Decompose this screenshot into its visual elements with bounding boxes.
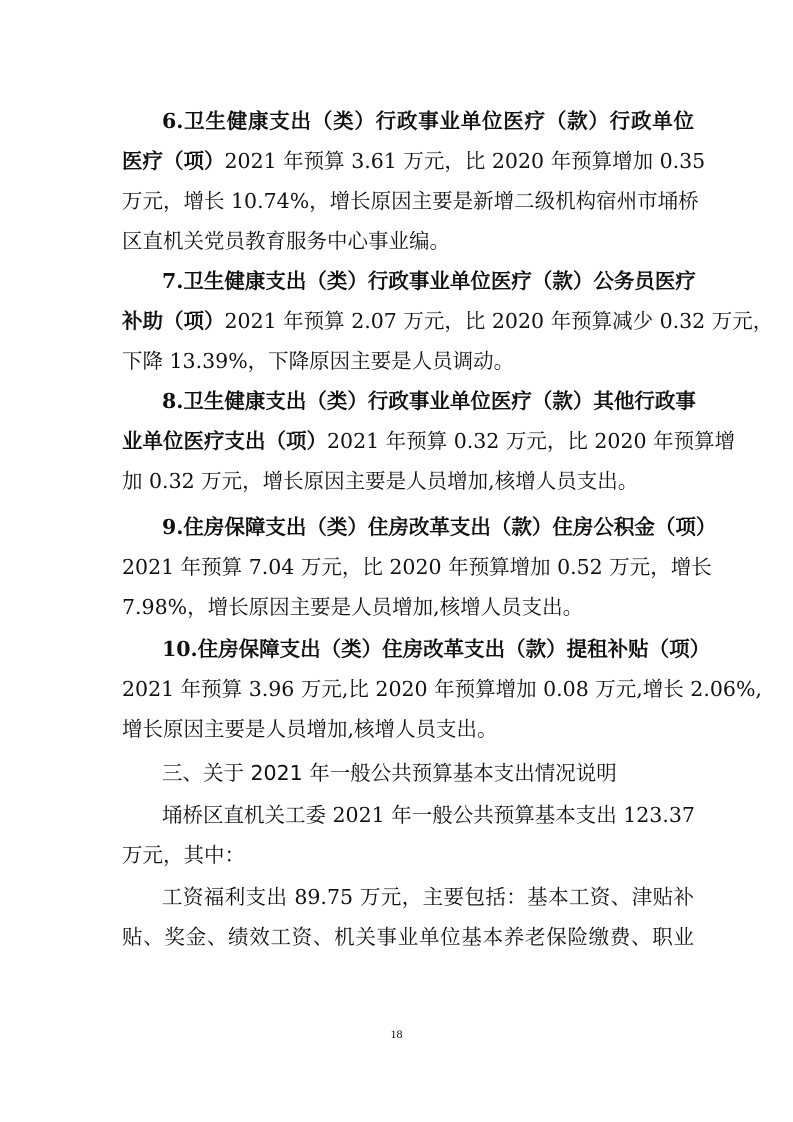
section-9-line-1 bbox=[162, 512, 717, 542]
section-9-line-2 bbox=[122, 552, 712, 582]
section-6-line-3 bbox=[122, 186, 699, 216]
section-9-text: 2021 年预算 7.04 万元，比 2020 年预算增加 0.52 万元，增长 bbox=[122, 555, 712, 579]
section-10-text-end: 增长原因主要是人员增加,核增人员支出。 bbox=[122, 717, 498, 741]
paragraph-b-line-2 bbox=[122, 922, 694, 952]
section-6-title: 6.卫生健康支出（类）行政事业单位医疗（款）行政单位 bbox=[162, 109, 694, 133]
section-10-text: 2021 年预算 3.96 万元,比 2020 年预算增加 0.08 万元,增长 2.06%, bbox=[122, 677, 762, 701]
paragraph-b-text-cont: 贴、奖金、绩效工资、机关事业单位基本养老保险缴费、职业 bbox=[122, 925, 694, 949]
paragraph-a-text: 埇桥区直机关工委 2021 年一般公共预算基本支出 123.37 bbox=[162, 803, 695, 827]
section-7-line-1 bbox=[162, 266, 694, 296]
paragraph-a-text-end: 万元，其中： bbox=[122, 843, 245, 867]
paragraph-b-line-1 bbox=[162, 882, 694, 912]
section-9-line-3 bbox=[122, 592, 694, 622]
section-6-text-end: 区直机关党员教育服务中心事业编。 bbox=[122, 229, 450, 253]
section-10-line-2 bbox=[122, 674, 762, 704]
section-6-text-cont: 万元，增长 10.74%，增长原因主要是新增二级机构宿州市埇桥 bbox=[122, 189, 699, 213]
section-7-title-cont: 补助（项） bbox=[122, 309, 225, 333]
paragraph-a-line-1 bbox=[162, 800, 694, 830]
section-heading-3 bbox=[162, 758, 694, 788]
section-7-line-2 bbox=[122, 306, 774, 336]
section-8-title-cont: 业单位医疗支出（项） bbox=[122, 429, 327, 453]
section-10-line-3 bbox=[122, 714, 694, 744]
section-6-line-2 bbox=[122, 146, 706, 176]
section-10-title: 10.住房保障支出（类）住房改革支出（款）提租补贴（项） bbox=[162, 637, 711, 661]
section-6-title-cont: 医疗（项） bbox=[122, 149, 225, 173]
section-8-text: 2021 年预算 0.32 万元，比 2020 年预算增 bbox=[327, 429, 736, 453]
section-7-text-end: 下降 13.39%，下降原因主要是人员调动。 bbox=[122, 349, 515, 373]
section-7-line-3 bbox=[122, 346, 694, 376]
section-8-line-1 bbox=[162, 386, 694, 416]
section-10-line-1 bbox=[162, 634, 711, 664]
page-number: 18 bbox=[390, 1027, 403, 1041]
section-8-line-3 bbox=[122, 466, 694, 496]
paragraph-a-line-2 bbox=[122, 840, 694, 870]
section-8-text-end: 加 0.32 万元，增长原因主要是人员增加,核增人员支出。 bbox=[122, 469, 639, 493]
section-8-line-2 bbox=[122, 426, 736, 456]
section-7-text: 2021 年预算 2.07 万元，比 2020 年预算减少 0.32 万元， bbox=[224, 309, 774, 333]
heading-text: 三、关于 2021 年一般公共预算基本支出情况说明 bbox=[162, 761, 617, 785]
section-9-title: 9.住房保障支出（类）住房改革支出（款）住房公积金（项） bbox=[162, 515, 717, 539]
paragraph-b-text: 工资福利支出 89.75 万元，主要包括：基本工资、津贴补 bbox=[162, 885, 694, 909]
section-8-title: 8.卫生健康支出（类）行政事业单位医疗（款）其他行政事 bbox=[162, 389, 696, 413]
section-7-title: 7.卫生健康支出（类）行政事业单位医疗（款）公务员医疗 bbox=[162, 269, 696, 293]
section-6-line-4 bbox=[122, 226, 694, 256]
section-9-text-end: 7.98%，增长原因主要是人员增加,核增人员支出。 bbox=[122, 595, 584, 619]
section-6-text: 2021 年预算 3.61 万元，比 2020 年预算增加 0.35 bbox=[224, 149, 706, 173]
section-6-line-1 bbox=[162, 106, 694, 136]
